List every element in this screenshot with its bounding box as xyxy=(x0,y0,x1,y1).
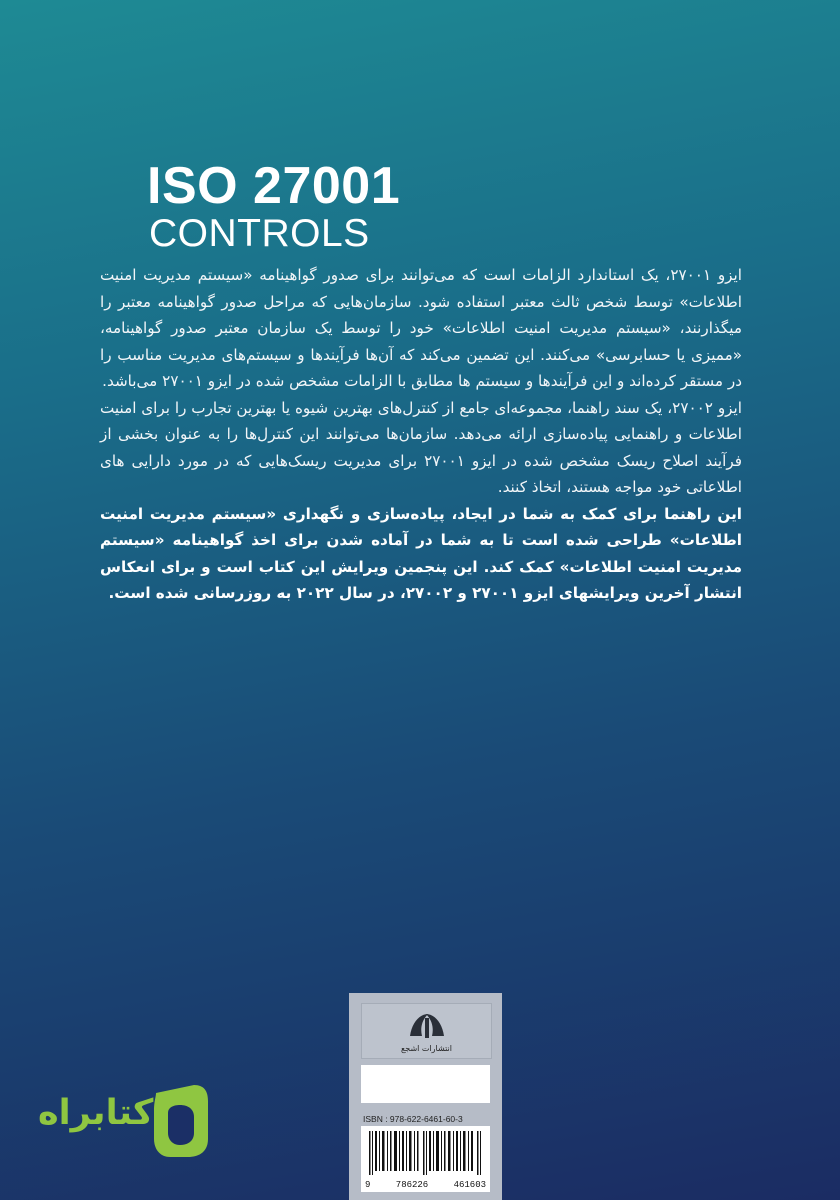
barcode-digit-group-1: 786226 xyxy=(395,1180,429,1190)
publisher-info-panel xyxy=(349,993,502,1200)
barcode-digit-prefix: 9 xyxy=(365,1180,371,1190)
description-paragraph-3: این راهنما برای کمک به شما در ایجاد، پیاده‌سازی و نگهداری «سیستم مدیریت امنیت اطلاعات» طراحی شده است تا به شما در آماده شدن برای اخذ گواهینامه «سیستم مدیریت امنیت اطلاعات» کمک کند. این پنجمین ویرایش این کتاب است و برای انعکاس انتشار آخرین ویرایشهای ایزو ۲۷۰۰۱ و ۲۷۰۰۲، در سال ۲۰۲۲ به روزرسانی شده است. xyxy=(100,504,742,602)
publisher-emblem-icon xyxy=(406,1010,448,1042)
barcode-digits xyxy=(365,1180,486,1190)
price-label-box xyxy=(361,1065,490,1103)
publisher-logo xyxy=(361,1003,492,1059)
book-title: ISO 27001 xyxy=(147,157,401,215)
book-subtitle: CONTROLS xyxy=(149,212,370,255)
barcode-digit-group-2: 461603 xyxy=(453,1180,486,1190)
kitabrah-leaf-icon xyxy=(150,1083,212,1159)
publisher-name: انتشارات اشجع xyxy=(401,1044,452,1053)
description-paragraph-2: ایزو ۲۷۰۰۲، یک سند راهنما، مجموعه‌ای جامع از کنترل‌های بهترین شیوه یا بهترین تجارب را برای امنیت اطلاعات و راهنمایی پیاده‌سازی ارائه می‌دهد. سازمان‌ها می‌توانند این کنترل‌ها را به عنوان بخشی از فرآیند اصلاح ریسک مشخص شده در ایزو ۲۷۰۰۱ برای مدیریت ریسک‌هایی که در مورد دارایی های اطلاعاتی خود مواجه هستند، اتخاذ کنند. xyxy=(100,398,742,496)
isbn-text: ISBN : 978-622-6461-60-3 xyxy=(363,1114,463,1124)
brand-name: کتابراه xyxy=(38,1093,154,1133)
barcode xyxy=(361,1126,490,1192)
barcode-bars xyxy=(369,1131,482,1175)
kitabrah-brand xyxy=(38,1083,212,1159)
description-paragraph-1: ایزو ۲۷۰۰۱، یک استاندارد الزامات است که می‌توانند برای صدور گواهینامه «سیستم مدیریت امنیت اطلاعات» توسط شخص ثالث معتبر استفاده شود. سازمان‌هایی که مراحل صدور گواهینامه معتبر را میگذارنند، «سیستم مدیریت امنیت اطلاعات» خود را توسط یک سازمان معتبر صدور گواهینامه، «ممیزی یا حسابرسی» می‌کنند. این تضمین می‌کند که آن‌ها فرآیندها و سیستم‌های مدیریت مناسب را در مستقر کرده‌اند و این فرآیندها و سیستم ها مطابق با الزامات مشخص شده در ایزو ۲۷۰۰۱ می‌باشد. xyxy=(100,266,742,390)
back-cover-description xyxy=(100,262,742,607)
